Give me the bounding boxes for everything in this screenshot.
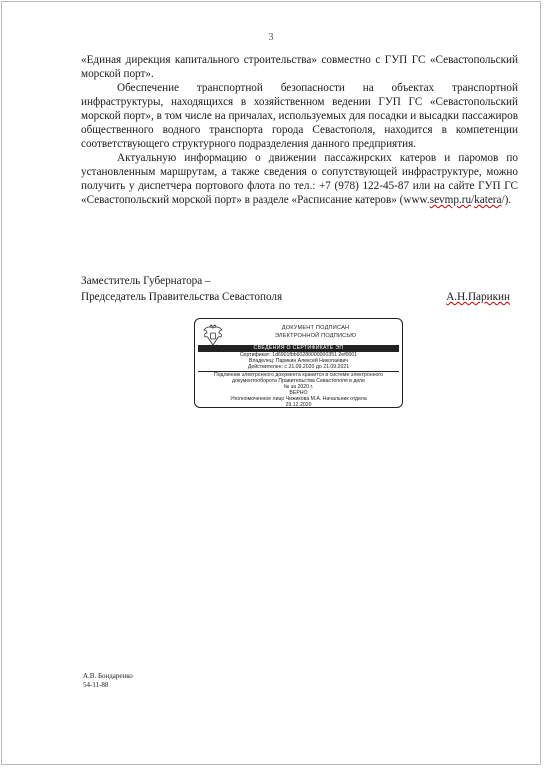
paragraph-3-end: /). <box>501 194 512 206</box>
stamp-header-line1: ДОКУМЕНТ ПОДПИСАН <box>281 325 350 331</box>
paragraph-1: «Единая дирекция капитального строительства» совместно с ГУП ГС «Севастопольский морской порт». <box>81 54 518 80</box>
stamp-header <box>233 324 398 340</box>
letter-body <box>81 53 518 207</box>
website-link-path[interactable]: katera <box>474 194 502 206</box>
stamp-note-line3: № за 2020 г. <box>283 384 314 391</box>
stamp-certificate-bar: СВЕДЕНИЯ О СЕРТИФИКАТЕ ЭП <box>198 345 399 352</box>
stamp-validity: Действителен: с 21.09.2020 до 21.09.2021 <box>247 364 350 371</box>
stamp-certificate-number: Сертификат: 1d6901fbb60280000000351 2ef0001 <box>239 352 358 358</box>
stamp-verno: ВЕРНО <box>289 390 308 397</box>
stamp-owner: Владелец: Парикин Алексей Николаевич <box>248 358 349 365</box>
paragraph-2: Обеспечение транспортной безопасности на объектах транспортной инфраструктуры, находящихся в хозяйственном ведении ГУП ГС «Севастопольский морской порт», в том числе на причалах, используемых для посадки и высадки пассажиров общественного водного транспорта города Севастополя, находится в компетенции соответствующего структурного подразделения данного предприятия. <box>81 82 518 150</box>
page-number: 3 <box>268 32 274 43</box>
stamp-authorized-person: Уполномоченное лицо Чижикова М.А. Начальник отдела <box>230 396 367 403</box>
electronic-signature-stamp <box>194 318 403 408</box>
website-link-domain[interactable]: sevmp.ru <box>429 194 472 206</box>
stamp-note-line2: документооборота Правительства Севастополя в деле <box>232 378 365 385</box>
signatory-name: А.Н.Парикин <box>446 291 510 303</box>
author-name: А.В. Бондаренко <box>83 672 133 680</box>
paragraph-3 <box>81 151 518 207</box>
document-page <box>1 1 541 765</box>
signatory-position-line1: Заместитель Губернатора – <box>81 275 211 287</box>
stamp-date: 29.12.2020 <box>285 402 312 409</box>
signatory-position-line2: Председатель Правительства Севастополя <box>81 291 283 303</box>
author-block <box>83 672 133 690</box>
stamp-certificate-info <box>198 352 399 371</box>
author-phone: 54-11-88 <box>83 681 109 689</box>
signature-row <box>81 289 510 305</box>
paragraph-3-text: Актуальную информацию о движении пассажирских катеров и паромов по установленным маршрутам, а также сведения о сопутствующей инфраструктуре, можно получить у диспетчера портового флота по тел.: +7 (978) 122-45-87 или на сайте ГУП ГС «Севастопольский морской порт» в разделе «Расписание катеров» (www. <box>81 152 518 206</box>
stamp-header-line2: ЭЛЕКТРОННОЙ ПОДПИСЬЮ <box>274 333 357 339</box>
signature-block <box>81 273 510 305</box>
stamp-footer <box>198 372 399 409</box>
stamp-note-line1: Подлинник электронного документа хранится в системе электронного <box>213 372 384 378</box>
website-link-slash: / <box>471 194 475 206</box>
